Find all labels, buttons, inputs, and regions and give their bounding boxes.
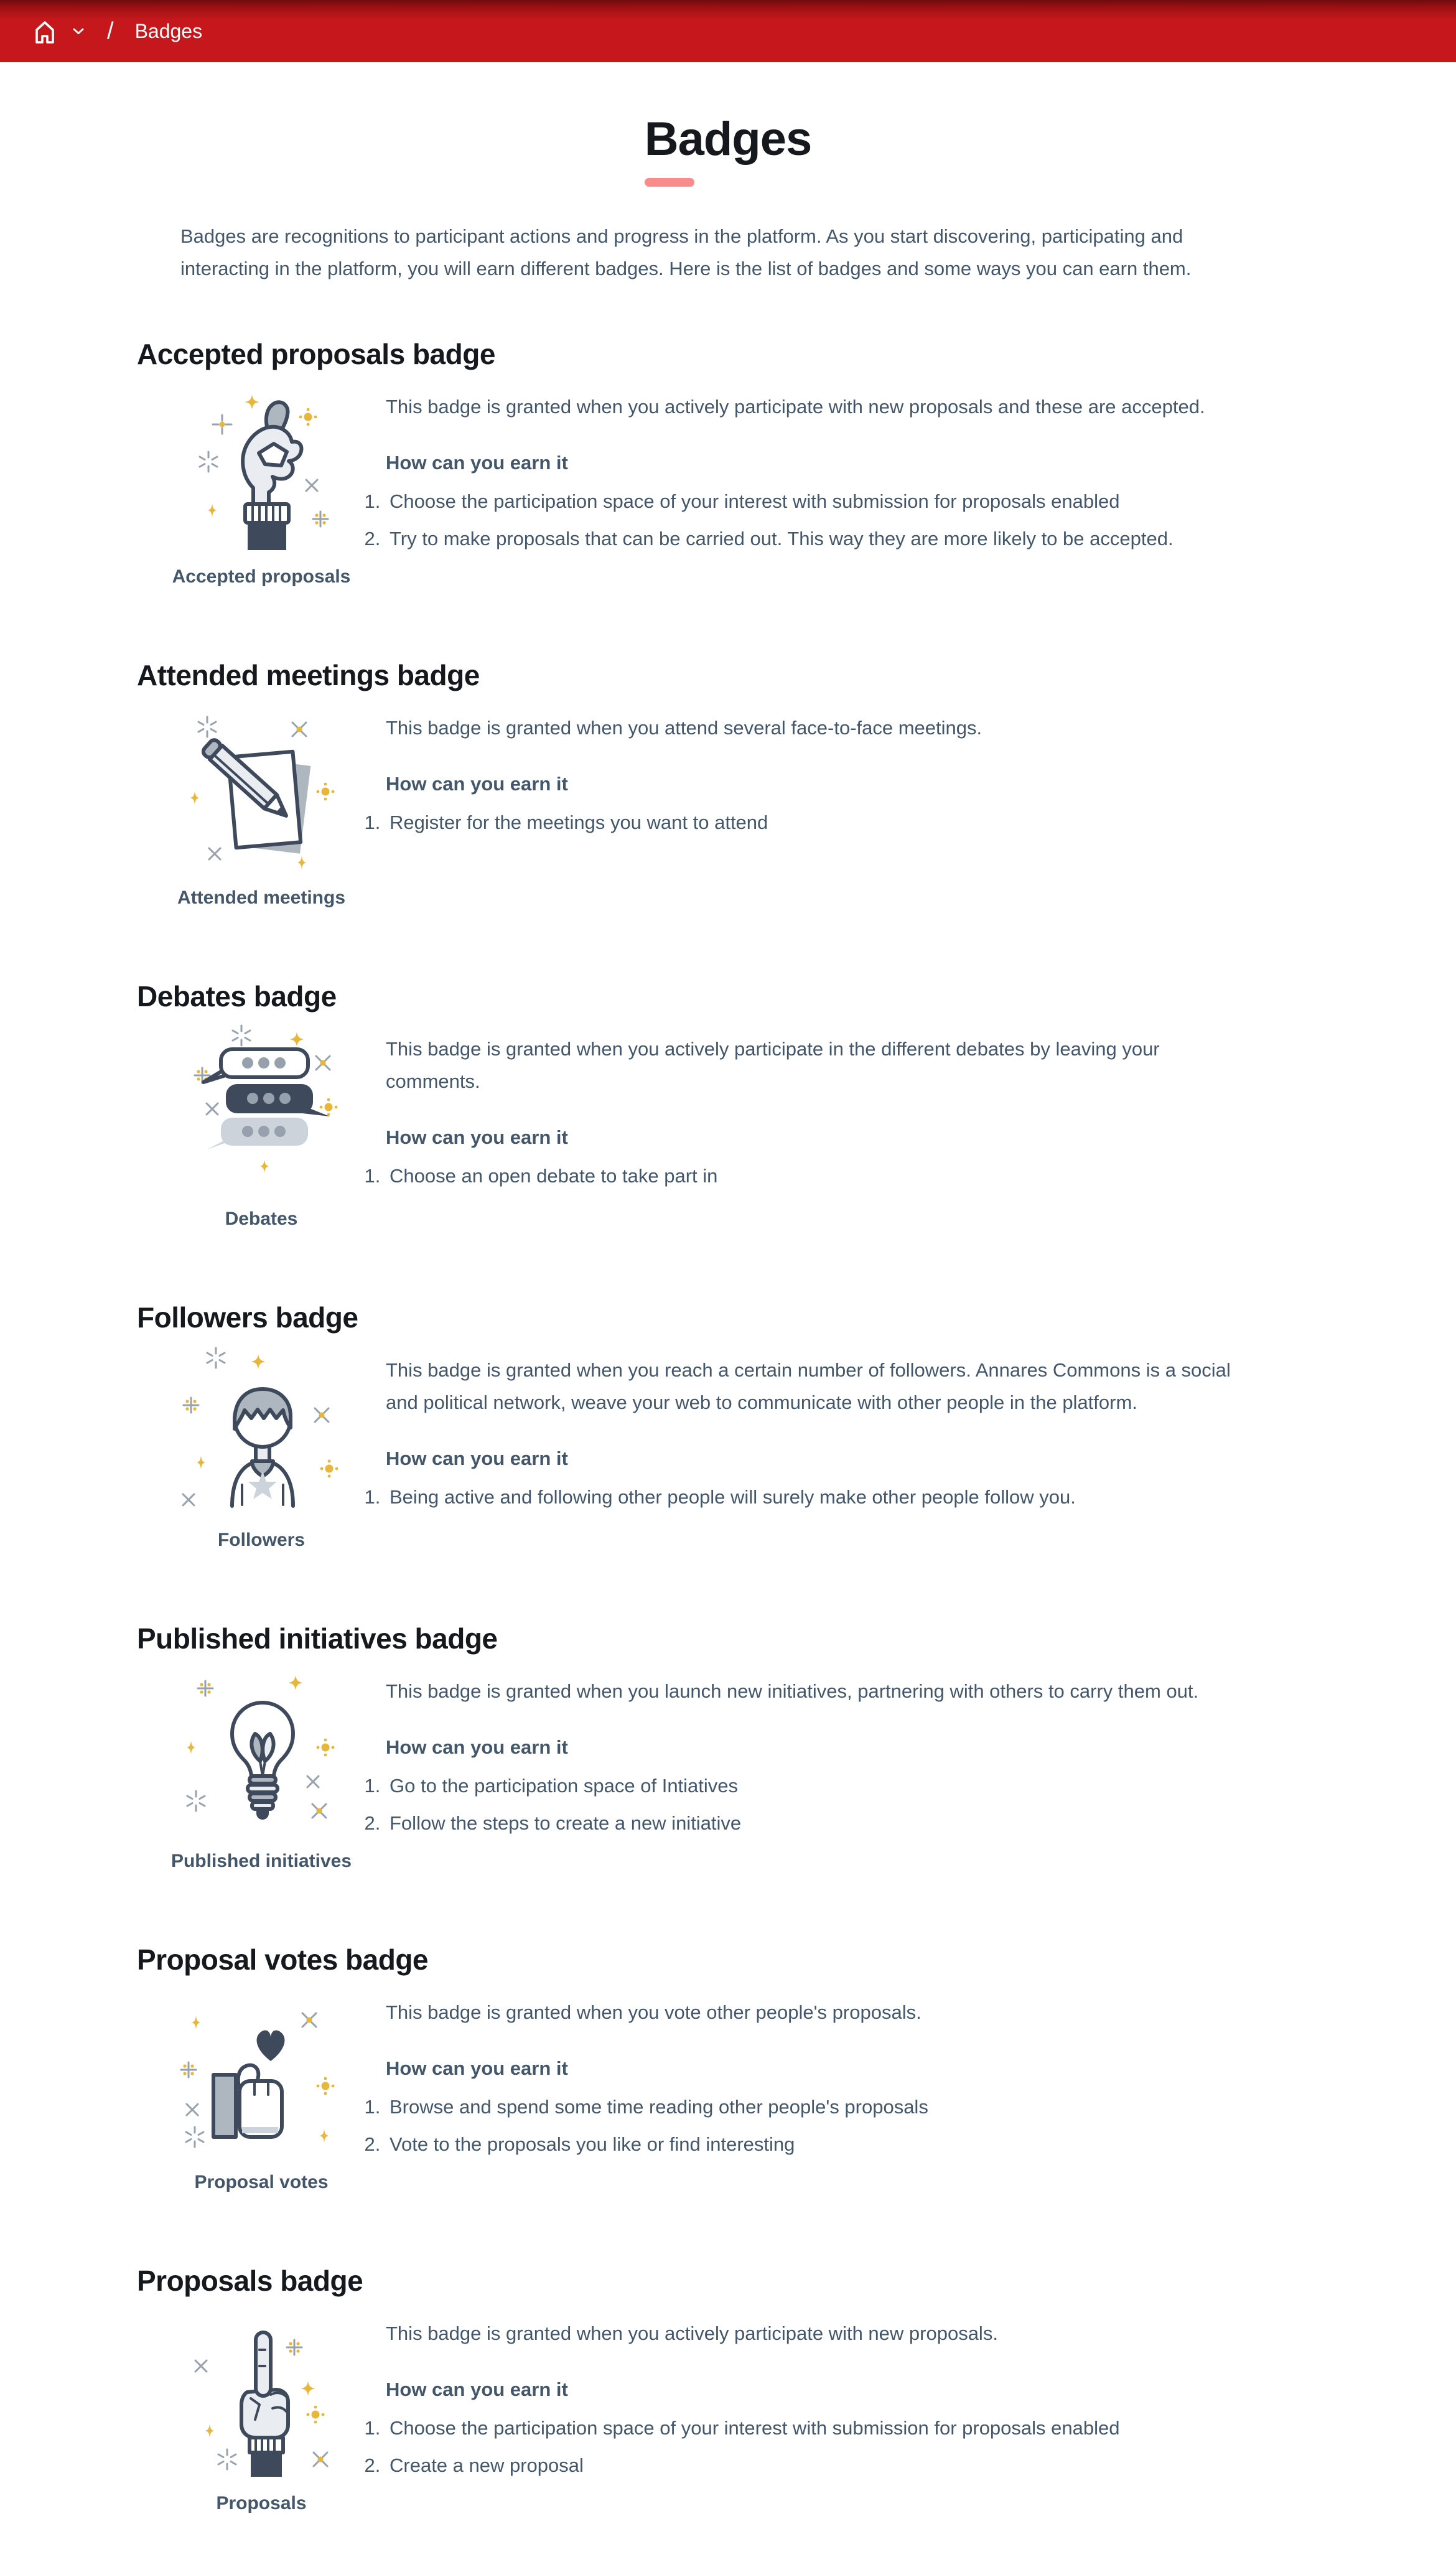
earn-steps-list: [386, 2412, 1269, 2482]
badge-section-accepted-proposals: [137, 336, 1319, 587]
badge-section-followers: [137, 1299, 1319, 1551]
badge-caption: Proposal votes: [194, 2172, 329, 2192]
badge-section-title: Followers badge: [137, 1301, 358, 1334]
chevron-down-icon: [72, 27, 85, 35]
earn-step: 2. Follow the steps to create a new initiative: [386, 1807, 1269, 1840]
badge-description: This badge is granted when you reach a certain number of followers. Annares Commons is a social and political network, weave your web to communicate with other people in the platform.: [386, 1359, 1231, 1413]
earn-step: 1. Go to the participation space of Intiatives: [386, 1770, 1269, 1802]
breadcrumb-current: Badges: [134, 20, 203, 42]
earn-steps-list: [386, 807, 1269, 839]
badge-figure: [137, 1988, 386, 2193]
badge-description: This badge is granted when you actively participate in the different debates by leaving your comments.: [386, 1038, 1160, 1092]
page-title-wrap: [0, 113, 1456, 187]
badge-section-published-initiatives: [137, 1620, 1319, 1872]
earn-step: 1. Choose the participation space of your interest with submission for proposals enabled: [386, 2412, 1269, 2444]
home-icon: [32, 18, 57, 44]
papers-and-pencil-illustration: [177, 703, 345, 871]
badge-section-proposal-votes: [137, 1942, 1319, 2193]
badge-description: This badge is granted when you launch new initiatives, partnering with others to carry them out.: [386, 1680, 1199, 1702]
how-to-earn-title: How can you earn it: [386, 1126, 568, 1148]
earn-step: 1. Being active and following other people will surely make other people follow you.: [386, 1481, 1269, 1513]
earn-step: 1. Choose an open debate to take part in: [386, 1160, 1269, 1192]
badge-caption: Proposals: [216, 2493, 307, 2514]
how-to-earn-title: How can you earn it: [386, 2378, 568, 2400]
page-intro: Badges are recognitions to participant actions and progress in the platform. As you start discovering, participating and interacting in the platform, you will earn different badges. Here is the list of badges and some ways you can earn them.: [180, 225, 1192, 279]
how-to-earn-title: How can you earn it: [386, 1736, 568, 1758]
ok-hand-illustration: [177, 382, 345, 550]
earn-steps-list: [386, 1481, 1269, 1513]
badge-section-debates: [137, 978, 1319, 1230]
badge-description: This badge is granted when you actively participate with new proposals.: [386, 2322, 998, 2344]
badge-figure: [137, 1024, 386, 1230]
earn-steps-list: [386, 1160, 1269, 1192]
badge-caption: Accepted proposals: [172, 566, 351, 587]
earn-steps-list: [386, 2091, 1269, 2161]
badge-caption: Debates: [225, 1209, 298, 1229]
earn-steps-list: [386, 1770, 1269, 1840]
how-to-earn-title: How can you earn it: [386, 773, 568, 795]
badge-section-title: Attended meetings badge: [137, 659, 480, 691]
earn-step: 1. Register for the meetings you want to attend: [386, 807, 1269, 839]
earn-step: 2. Create a new proposal: [386, 2449, 1269, 2482]
person-avatar-illustration: [177, 1345, 345, 1513]
badge-info: [386, 1345, 1269, 1518]
badge-caption: Published initiatives: [170, 1851, 352, 1871]
badge-section-title: Proposal votes badge: [137, 1943, 429, 1976]
badge-info: [386, 1988, 1269, 2166]
badge-figure: [137, 703, 386, 909]
badge-section-proposals: [137, 2263, 1319, 2514]
badge-section-title: Accepted proposals badge: [137, 338, 495, 370]
badge-section-title: Debates badge: [137, 980, 337, 1012]
breadcrumb-bar: [0, 0, 1456, 62]
badge-description: This badge is granted when you actively participate with new proposals and these are accepted.: [386, 396, 1205, 418]
earn-step: 2. Vote to the proposals you like or find interesting: [386, 2128, 1269, 2161]
badge-info: [386, 382, 1269, 560]
thumb-up-heart-illustration: [177, 1988, 345, 2156]
earn-steps-list: [386, 485, 1269, 555]
badge-description: This badge is granted when you attend several face-to-face meetings.: [386, 717, 982, 739]
badges-list: [137, 285, 1319, 2514]
badge-figure: [137, 382, 386, 587]
badge-caption: Attended meetings: [177, 887, 346, 908]
badge-section-title: Published initiatives badge: [137, 1622, 498, 1655]
badge-info: [386, 2309, 1269, 2487]
earn-step: 1. Choose the participation space of your interest with submission for proposals enabled: [386, 485, 1269, 518]
badge-caption: Followers: [217, 1530, 306, 1550]
page-title: Badges: [645, 116, 812, 187]
chat-bubbles-illustration: [177, 1024, 345, 1192]
badge-figure: [137, 1667, 386, 1872]
badge-figure: [137, 2309, 386, 2514]
spaces-dropdown-toggle[interactable]: [72, 27, 85, 35]
badge-section-title: Proposals badge: [137, 2265, 363, 2297]
pointing-hand-illustration: [177, 2309, 345, 2477]
how-to-earn-title: How can you earn it: [386, 452, 568, 474]
how-to-earn-title: How can you earn it: [386, 2057, 568, 2079]
badge-info: [386, 703, 1269, 844]
badge-info: [386, 1667, 1269, 1845]
how-to-earn-title: How can you earn it: [386, 1447, 568, 1469]
badge-section-attended-meetings: [137, 657, 1319, 909]
badge-info: [386, 1024, 1269, 1197]
breadcrumb-separator: /: [107, 18, 114, 44]
home-link[interactable]: [32, 18, 57, 44]
earn-step: 2. Try to make proposals that can be carried out. This way they are more likely to be accepted.: [386, 523, 1269, 555]
lightbulb-illustration: [177, 1667, 345, 1835]
earn-step: 1. Browse and spend some time reading other people's proposals: [386, 2091, 1269, 2123]
badge-figure: [137, 1345, 386, 1551]
badge-description: This badge is granted when you vote other people's proposals.: [386, 2001, 922, 2023]
